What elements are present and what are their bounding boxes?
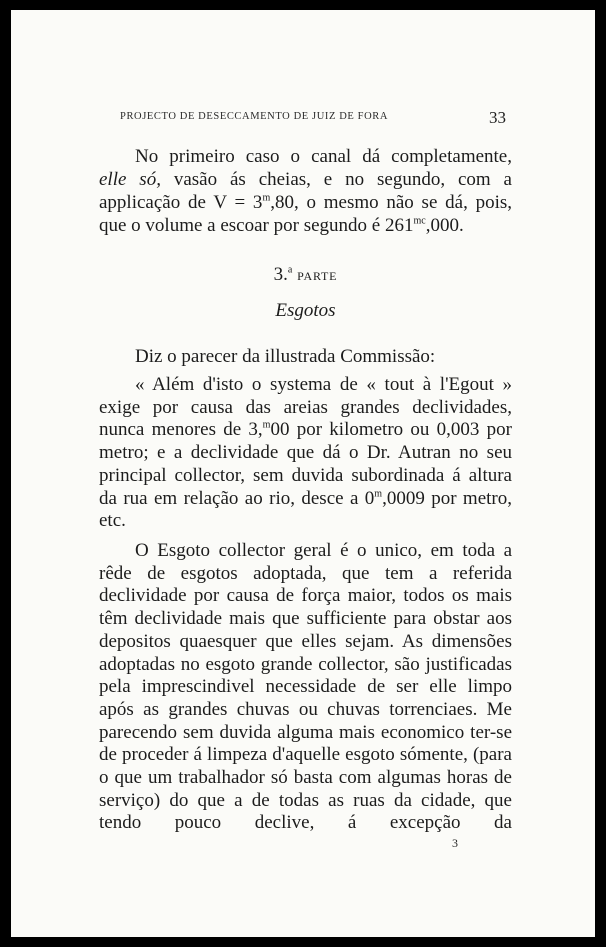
- unit-superscript: m: [374, 488, 383, 500]
- text-run: ,0009 por metro, etc.: [99, 487, 512, 532]
- text-run: « Além d'isto o systema de « tout à l'Egout » exige por causa das areias grandes declividades, nunca menores de 3,: [99, 374, 512, 441]
- page-number: 33: [489, 108, 506, 127]
- section-heading: [99, 264, 512, 286]
- text-run: No primeiro caso o canal dá completamente,: [135, 146, 512, 167]
- paragraph-1-line-2: [99, 169, 512, 192]
- paragraph-1-line-4: [99, 215, 512, 238]
- unit-superscript: m: [262, 192, 271, 204]
- text-run: que o volume a escoar por segundo é 261: [99, 215, 414, 236]
- text-run: ,80, o mesmo não se dá, pois,: [270, 192, 512, 213]
- signature-mark: 3: [452, 836, 458, 850]
- paragraph-3-quote: [99, 374, 512, 533]
- text-run: 00 por kilometro ou 0,003 por metro; e a declividade que dá o Dr. Autran no seu principal collector, sem duvida subordinada á altura da rua em relação ao rio, desce a 0: [99, 419, 512, 509]
- paragraph-1-line-1: [99, 146, 512, 169]
- paragraph-1-line-3: [99, 192, 512, 215]
- section-label: PARTE: [297, 269, 338, 283]
- paragraph-2: Diz o parecer da illustrada Commissão:: [135, 346, 436, 367]
- text-run: applicação de V = 3: [99, 192, 263, 213]
- section-title: Esgotos: [275, 300, 336, 321]
- text-run: vasão ás cheias, e no segundo, com a: [160, 169, 512, 190]
- section-number-sup: a: [287, 264, 293, 276]
- paragraph-4: O Esgoto collector geral é o unico, em toda a rêde de esgotos adoptada, que tem a referida declividade por causa de força maior, todos os mais têm declividade mais que sufficiente para obstar aos depositos quaesquer que elles sejam. As dimensões adoptadas no esgoto grande collector, são justificadas pela imprescindivel necessidade de ser elle limpo após as grandes chuvas ou chuvas torrenciaes. Me parecendo sem duvida alguma mais economico ter-se de proceder á limpeza d'aquelle esgoto sómente, (para o que um trabalhador só basta com algumas horas de serviço) do que a de todas as ruas da cidade, que tendo pouco declive, á excepção da: [99, 540, 512, 834]
- text-run: ,000.: [425, 215, 464, 236]
- running-header: PROJECTO DE DESECCAMENTO DE JUIZ DE FORA: [120, 111, 389, 122]
- unit-superscript: mc: [413, 215, 426, 227]
- unit-superscript: m: [262, 420, 271, 432]
- italic-phrase: elle só,: [99, 169, 161, 190]
- section-number: 3.: [273, 264, 288, 285]
